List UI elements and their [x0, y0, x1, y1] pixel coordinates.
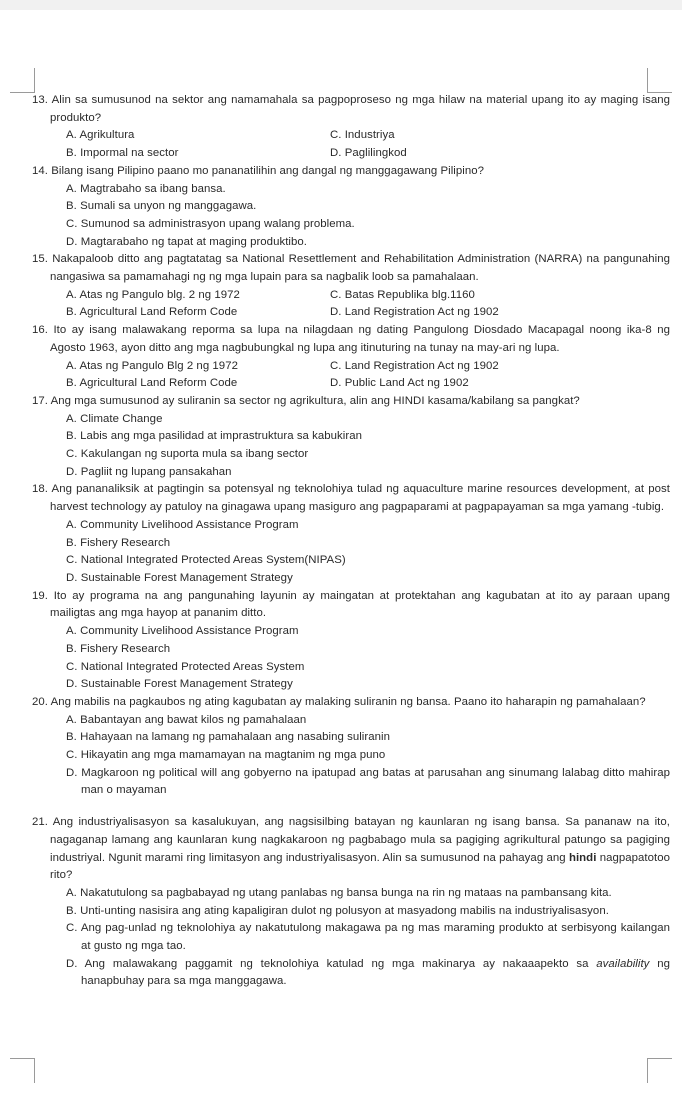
question-text	[32, 481, 670, 516]
option-b: B. Unti-unting nasisira ang ating kapaligiran dulot ng polusyon at masyadong mabilis na industriyalisasyon.	[66, 904, 609, 917]
option-d	[66, 956, 670, 991]
question-number: 14.	[32, 164, 48, 177]
option-d-text-end: ng hanapbuhay para sa mga manggagawa.	[81, 957, 670, 988]
question-19	[32, 588, 670, 694]
option-c: C. Batas Republika blg.1160	[330, 288, 475, 301]
question-body-end: nagpapatotoo rito?	[50, 851, 670, 882]
option-d-text: D. Ang malawakang paggamit ng teknolohiya katulad ng mga makinarya ay nakaaapekto sa	[66, 957, 597, 970]
question-body: Ang pananaliksik at pagtingin sa potensyal ng teknolohiya tulad ng aquaculture marine resources development, at post harvest technology ay patuloy na ginagawa upang masiguro ang pagpaparami at pagpapayaman sa mga yamang -tubig.	[50, 483, 670, 514]
question-number: 13.	[32, 94, 48, 106]
question-body: Bilang isang Pilipino paano mo pananatilihin ang dangal ng manggagawang Pilipino?	[51, 164, 485, 177]
option-b: B. Hahayaan na lamang ng pamahalaan ang nasabing suliranin	[66, 731, 390, 744]
option-d: D. Magtarabaho ng tapat at maging produktibo.	[66, 235, 307, 248]
option-b: B. Fishery Research	[66, 536, 171, 549]
question-17	[32, 393, 670, 482]
question-body: Ito ay isang malawakang reporma sa lupa na nilagdaan ng dating Pangulong Diosdado Macapagal noong ika-8 ng Agosto 1963, ayon ditto ang mga nagbubungkal ng lupa ang itinuturing na tunay na may-ari ng lupa.	[50, 324, 670, 354]
crop-mark-bottom-left	[10, 1058, 35, 1083]
option-c: C. Ang pag-unlad ng teknolohiya ay nakatutulong makagawa pa ng mas maraming produkto at serbisyong kailangan at gusto ng mga tao.	[66, 922, 670, 953]
option-b: B. Agricultural Land Reform Code	[66, 377, 238, 390]
options-list	[32, 712, 670, 801]
option-c: C. Sumunod sa administrasyon upang walang problema.	[66, 217, 355, 230]
question-16	[32, 322, 670, 393]
question-number: 15.	[32, 253, 48, 266]
option-c: C. Land Registration Act ng 1902	[330, 359, 499, 372]
options-list	[32, 623, 670, 694]
question-number: 18.	[32, 483, 48, 496]
options-list	[32, 885, 670, 991]
option-c: C. Industriya	[330, 129, 395, 142]
option-a: A. Climate Change	[66, 412, 163, 425]
option-a: A. Community Livelihood Assistance Program	[66, 518, 299, 531]
option-a: A. Magtrabaho sa ibang bansa.	[66, 182, 226, 195]
question-number: 17.	[32, 394, 48, 407]
option-c: C. Kakulangan ng suporta mula sa ibang sector	[66, 448, 309, 461]
options-two-column	[32, 358, 670, 393]
question-21	[32, 814, 670, 991]
question-number: 19.	[32, 589, 48, 602]
option-d: D. Magkaroon ng political will ang gobyerno na ipatupad ang batas at parusahan ang sinumang lalabag ditto mahirap man o mayaman	[66, 766, 670, 797]
question-text	[32, 322, 670, 357]
question-number: 16.	[32, 324, 48, 337]
option-a: A. Babantayan ang bawat kilos ng pamahalaan	[66, 713, 307, 726]
option-d: D. Public Land Act ng 1902	[330, 377, 469, 390]
question-text	[32, 163, 670, 181]
crop-mark-top-right	[647, 68, 672, 93]
question-20	[32, 694, 670, 800]
option-b: B. Labis ang mga pasilidad at imprastruktura sa kabukiran	[66, 430, 362, 443]
option-b: B. Impormal na sector	[66, 147, 179, 160]
question-body: Ito ay programa na ang pangunahing layunin ay maingatan at protektahan ang kagubatan at ito ay paraan upang mailigtas ang mga hayop at pananim ditto.	[50, 589, 670, 620]
option-d: D. Pagliit ng lupang pansakahan	[66, 465, 232, 478]
option-a: A. Atas ng Pangulo Blg 2 ng 1972	[66, 359, 238, 372]
question-text	[32, 814, 670, 885]
question-body: Nakapaloob ditto ang pagtatatag sa National Resettlement and Rehabilitation Administration (NARRA) na pangunahing nangasiwa sa pamamahagi ng ng mga lupain para sa nagbalik loob sa pamahalaan.	[50, 253, 671, 284]
option-a: A. Community Livelihood Assistance Program	[66, 625, 299, 638]
question-text	[32, 393, 670, 411]
emphasis-word: hindi	[568, 851, 597, 864]
option-d: D. Sustainable Forest Management Strategy	[66, 571, 293, 584]
option-b: B. Agricultural Land Reform Code	[66, 306, 238, 319]
options-list	[32, 517, 670, 588]
option-c: C. Hikayatin ang mga mamamayan na magtanim ng mga puno	[66, 749, 386, 762]
question-body: Ang mga sumusunod ay suliranin sa sector ng agrikultura, alin ang HINDI kasama/kabilang sa pangkat?	[50, 394, 580, 407]
question-18	[32, 481, 670, 587]
options-two-column	[32, 287, 670, 322]
question-number: 21.	[32, 816, 48, 829]
question-text	[32, 588, 670, 623]
option-d-italic: availability	[596, 957, 650, 970]
question-text	[32, 251, 670, 286]
questions-list	[32, 92, 670, 991]
options-list	[32, 181, 670, 252]
option-b: B. Fishery Research	[66, 642, 171, 655]
question-text	[32, 92, 670, 127]
question-body: Ang mabilis na pagkaubos ng ating kagubatan ay malaking suliranin ng bansa. Paano ito haharapin ng pamahalaan?	[50, 695, 646, 708]
crop-mark-bottom-right	[647, 1058, 672, 1083]
question-number: 20.	[32, 695, 48, 708]
option-d: D. Sustainable Forest Management Strategy	[66, 678, 293, 691]
option-b: B. Sumali sa unyon ng manggagawa.	[66, 200, 257, 213]
question-text	[32, 694, 670, 712]
option-c: C. National Integrated Protected Areas System	[66, 660, 305, 673]
question-14	[32, 163, 670, 252]
option-a: A. Atas ng Pangulo blg. 2 ng 1972	[66, 288, 240, 301]
question-body: Alin sa sumusunod na sektor ang namamahala sa pagpoproseso ng mga hilaw na material upang ito ay maging isang produkto?	[50, 94, 670, 124]
option-a: A. Nakatutulong sa pagbabayad ng utang panlabas ng bansa bunga na rin ng mataas na pambansang kita.	[66, 886, 612, 899]
options-list	[32, 411, 670, 482]
question-body: Ang industriyalisasyon sa kasalukuyan, ang nagsisilbing batayan ng kaunlaran ng isang bansa. Sa pananaw na ito, nagaganap lamang ang kaunlaran kung nagkakaroon ng pagbabago mula sa pagiging agrikultural patungo sa pagiging industriyal. Ngunit marami ring limitasyon ang industriyalisasyon. Alin sa sumusunod na pahayag ang	[50, 816, 670, 864]
option-d: D. Paglilingkod	[330, 147, 407, 160]
option-c: C. National Integrated Protected Areas System(NIPAS)	[66, 554, 346, 567]
option-a: A. Agrikultura	[66, 129, 135, 142]
option-d: D. Land Registration Act ng 1902	[330, 306, 499, 319]
options-two-column	[32, 127, 670, 162]
question-15	[32, 251, 670, 322]
question-13	[32, 92, 670, 163]
crop-mark-top-left	[10, 68, 35, 93]
